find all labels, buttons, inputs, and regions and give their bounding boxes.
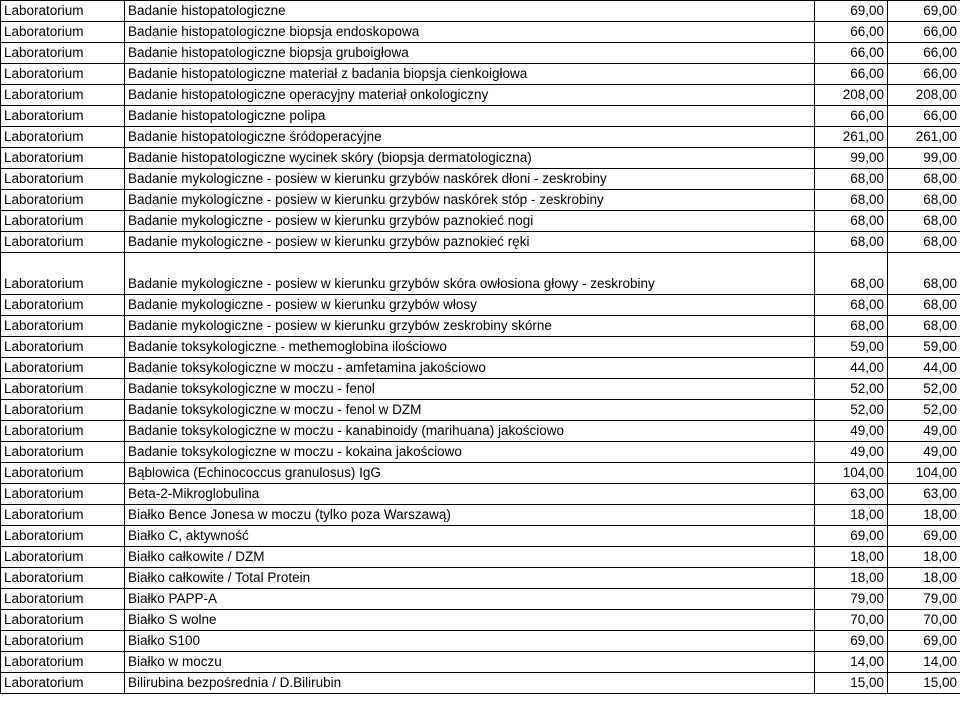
price-cell-1: 68,00	[815, 211, 888, 232]
test-name-cell: Badanie histopatologiczne wycinek skóry (biopsja dermatologiczna)	[125, 148, 815, 169]
price-cell-2: 68,00	[888, 253, 960, 295]
price-cell-1: 68,00	[815, 295, 888, 316]
price-cell-2: 99,00	[888, 148, 960, 169]
price-cell-2: 18,00	[888, 547, 960, 568]
test-name-cell: Badanie mykologiczne - posiew w kierunku grzybów włosy	[125, 295, 815, 316]
category-cell: Laboratorium	[1, 211, 125, 232]
price-cell-1: 63,00	[815, 484, 888, 505]
table-row	[1, 673, 960, 694]
category-cell: Laboratorium	[1, 526, 125, 547]
price-cell-1: 104,00	[815, 463, 888, 484]
price-cell-1: 68,00	[815, 169, 888, 190]
price-cell-1: 69,00	[815, 631, 888, 652]
price-cell-2: 261,00	[888, 127, 960, 148]
table-row	[1, 127, 960, 148]
test-name-cell: Badanie toksykologiczne - methemoglobina ilościowo	[125, 337, 815, 358]
category-cell: Laboratorium	[1, 589, 125, 610]
category-cell: Laboratorium	[1, 421, 125, 442]
category-cell: Laboratorium	[1, 316, 125, 337]
category-cell: Laboratorium	[1, 43, 125, 64]
table-row	[1, 22, 960, 43]
test-name-cell: Badanie mykologiczne - posiew w kierunku grzybów paznokieć ręki	[125, 232, 815, 253]
price-cell-1: 68,00	[815, 253, 888, 295]
price-cell-1: 68,00	[815, 232, 888, 253]
price-cell-1: 261,00	[815, 127, 888, 148]
category-cell: Laboratorium	[1, 253, 125, 295]
category-cell: Laboratorium	[1, 1, 125, 22]
table-row	[1, 85, 960, 106]
table-row	[1, 442, 960, 463]
price-cell-1: 66,00	[815, 43, 888, 64]
price-cell-2: 68,00	[888, 232, 960, 253]
price-cell-2: 69,00	[888, 526, 960, 547]
price-cell-1: 18,00	[815, 505, 888, 526]
test-name-cell: Bąblowica (Echinococcus granulosus) IgG	[125, 463, 815, 484]
price-cell-2: 52,00	[888, 400, 960, 421]
price-cell-2: 68,00	[888, 295, 960, 316]
table-row	[1, 652, 960, 673]
table-row	[1, 484, 960, 505]
test-name-cell: Badanie toksykologiczne w moczu - fenol	[125, 379, 815, 400]
category-cell: Laboratorium	[1, 64, 125, 85]
table-row	[1, 148, 960, 169]
price-cell-2: 68,00	[888, 169, 960, 190]
category-cell: Laboratorium	[1, 85, 125, 106]
table-row	[1, 169, 960, 190]
test-name-cell: Badanie mykologiczne - posiew w kierunku grzybów zeskrobiny skórne	[125, 316, 815, 337]
category-cell: Laboratorium	[1, 295, 125, 316]
table-row	[1, 379, 960, 400]
test-name-cell: Badanie toksykologiczne w moczu - kanabinoidy (marihuana) jakościowo	[125, 421, 815, 442]
price-cell-1: 208,00	[815, 85, 888, 106]
test-name-cell: Białko całkowite / DZM	[125, 547, 815, 568]
table-row	[1, 1, 960, 22]
test-name-cell: Białko całkowite / Total Protein	[125, 568, 815, 589]
category-cell: Laboratorium	[1, 442, 125, 463]
category-cell: Laboratorium	[1, 232, 125, 253]
table-row	[1, 64, 960, 85]
test-name-cell: Badanie histopatologiczne śródoperacyjne	[125, 127, 815, 148]
table-row	[1, 568, 960, 589]
price-cell-1: 79,00	[815, 589, 888, 610]
category-cell: Laboratorium	[1, 22, 125, 43]
price-cell-1: 70,00	[815, 610, 888, 631]
price-cell-1: 59,00	[815, 337, 888, 358]
price-cell-2: 68,00	[888, 211, 960, 232]
category-cell: Laboratorium	[1, 568, 125, 589]
price-cell-2: 52,00	[888, 379, 960, 400]
category-cell: Laboratorium	[1, 547, 125, 568]
table-row	[1, 505, 960, 526]
category-cell: Laboratorium	[1, 505, 125, 526]
category-cell: Laboratorium	[1, 631, 125, 652]
price-cell-1: 69,00	[815, 1, 888, 22]
category-cell: Laboratorium	[1, 484, 125, 505]
table-row	[1, 358, 960, 379]
test-name-cell: Badanie histopatologiczne polipa	[125, 106, 815, 127]
table-row	[1, 526, 960, 547]
price-cell-2: 66,00	[888, 106, 960, 127]
price-cell-2: 66,00	[888, 22, 960, 43]
price-cell-1: 99,00	[815, 148, 888, 169]
table-row	[1, 232, 960, 253]
table-row	[1, 337, 960, 358]
test-name-cell: Białko Bence Jonesa w moczu (tylko poza Warszawą)	[125, 505, 815, 526]
test-name-cell: Białko S wolne	[125, 610, 815, 631]
test-name-cell: Badanie histopatologiczne operacyjny materiał onkologiczny	[125, 85, 815, 106]
table-row	[1, 631, 960, 652]
price-cell-2: 104,00	[888, 463, 960, 484]
table-row	[1, 547, 960, 568]
price-cell-1: 66,00	[815, 22, 888, 43]
test-name-cell: Białko w moczu	[125, 652, 815, 673]
price-cell-2: 18,00	[888, 505, 960, 526]
table-row	[1, 463, 960, 484]
price-cell-1: 18,00	[815, 568, 888, 589]
price-cell-1: 18,00	[815, 547, 888, 568]
price-cell-1: 49,00	[815, 442, 888, 463]
price-cell-2: 15,00	[888, 673, 960, 694]
price-cell-2: 69,00	[888, 631, 960, 652]
price-cell-2: 49,00	[888, 442, 960, 463]
test-name-cell: Białko PAPP-A	[125, 589, 815, 610]
category-cell: Laboratorium	[1, 358, 125, 379]
price-cell-2: 66,00	[888, 64, 960, 85]
table-row	[1, 589, 960, 610]
category-cell: Laboratorium	[1, 610, 125, 631]
price-cell-2: 79,00	[888, 589, 960, 610]
table-row	[1, 316, 960, 337]
price-cell-1: 15,00	[815, 673, 888, 694]
test-name-cell: Białko S100	[125, 631, 815, 652]
price-cell-2: 69,00	[888, 1, 960, 22]
category-cell: Laboratorium	[1, 148, 125, 169]
test-name-cell: Badanie mykologiczne - posiew w kierunku grzybów naskórek dłoni - zeskrobiny	[125, 169, 815, 190]
category-cell: Laboratorium	[1, 379, 125, 400]
category-cell: Laboratorium	[1, 337, 125, 358]
test-name-cell: Beta-2-Mikroglobulina	[125, 484, 815, 505]
test-name-cell: Białko C, aktywność	[125, 526, 815, 547]
price-cell-2: 44,00	[888, 358, 960, 379]
price-cell-1: 66,00	[815, 106, 888, 127]
price-cell-1: 52,00	[815, 400, 888, 421]
table-row	[1, 211, 960, 232]
table-row	[1, 43, 960, 64]
category-cell: Laboratorium	[1, 127, 125, 148]
price-cell-1: 52,00	[815, 379, 888, 400]
price-cell-2: 68,00	[888, 316, 960, 337]
price-cell-2: 63,00	[888, 484, 960, 505]
price-cell-2: 18,00	[888, 568, 960, 589]
price-cell-2: 59,00	[888, 337, 960, 358]
test-name-cell: Badanie mykologiczne - posiew w kierunku grzybów paznokieć nogi	[125, 211, 815, 232]
price-cell-2: 49,00	[888, 421, 960, 442]
price-cell-1: 44,00	[815, 358, 888, 379]
price-cell-2: 14,00	[888, 652, 960, 673]
price-cell-2: 70,00	[888, 610, 960, 631]
test-name-cell: Badanie toksykologiczne w moczu - fenol w DZM	[125, 400, 815, 421]
price-cell-2: 68,00	[888, 190, 960, 211]
price-cell-1: 49,00	[815, 421, 888, 442]
table-row	[1, 421, 960, 442]
category-cell: Laboratorium	[1, 673, 125, 694]
test-name-cell: Badanie histopatologiczne biopsja gruboigłowa	[125, 43, 815, 64]
price-cell-1: 69,00	[815, 526, 888, 547]
table-row	[1, 400, 960, 421]
test-name-cell: Bilirubina bezpośrednia / D.Bilirubin	[125, 673, 815, 694]
price-cell-2: 208,00	[888, 85, 960, 106]
test-name-cell: Badanie toksykologiczne w moczu - kokaina jakościowo	[125, 442, 815, 463]
price-cell-2: 66,00	[888, 43, 960, 64]
category-cell: Laboratorium	[1, 190, 125, 211]
test-name-cell: Badanie mykologiczne - posiew w kierunku grzybów skóra owłosiona głowy - zeskrobiny	[125, 253, 815, 295]
category-cell: Laboratorium	[1, 106, 125, 127]
category-cell: Laboratorium	[1, 400, 125, 421]
category-cell: Laboratorium	[1, 652, 125, 673]
category-cell: Laboratorium	[1, 463, 125, 484]
test-name-cell: Badanie histopatologiczne materiał z badania biopsja cienkoigłowa	[125, 64, 815, 85]
table-row	[1, 610, 960, 631]
price-cell-1: 66,00	[815, 64, 888, 85]
test-name-cell: Badanie mykologiczne - posiew w kierunku grzybów naskórek stóp - zeskrobiny	[125, 190, 815, 211]
price-table-body	[1, 1, 960, 694]
test-name-cell: Badanie histopatologiczne biopsja endoskopowa	[125, 22, 815, 43]
table-row	[1, 190, 960, 211]
price-cell-1: 14,00	[815, 652, 888, 673]
price-cell-1: 68,00	[815, 190, 888, 211]
category-cell: Laboratorium	[1, 169, 125, 190]
table-row	[1, 295, 960, 316]
price-cell-1: 68,00	[815, 316, 888, 337]
test-name-cell: Badanie toksykologiczne w moczu - amfetamina jakościowo	[125, 358, 815, 379]
table-row	[1, 106, 960, 127]
test-name-cell: Badanie histopatologiczne	[125, 1, 815, 22]
table-row	[1, 253, 960, 295]
